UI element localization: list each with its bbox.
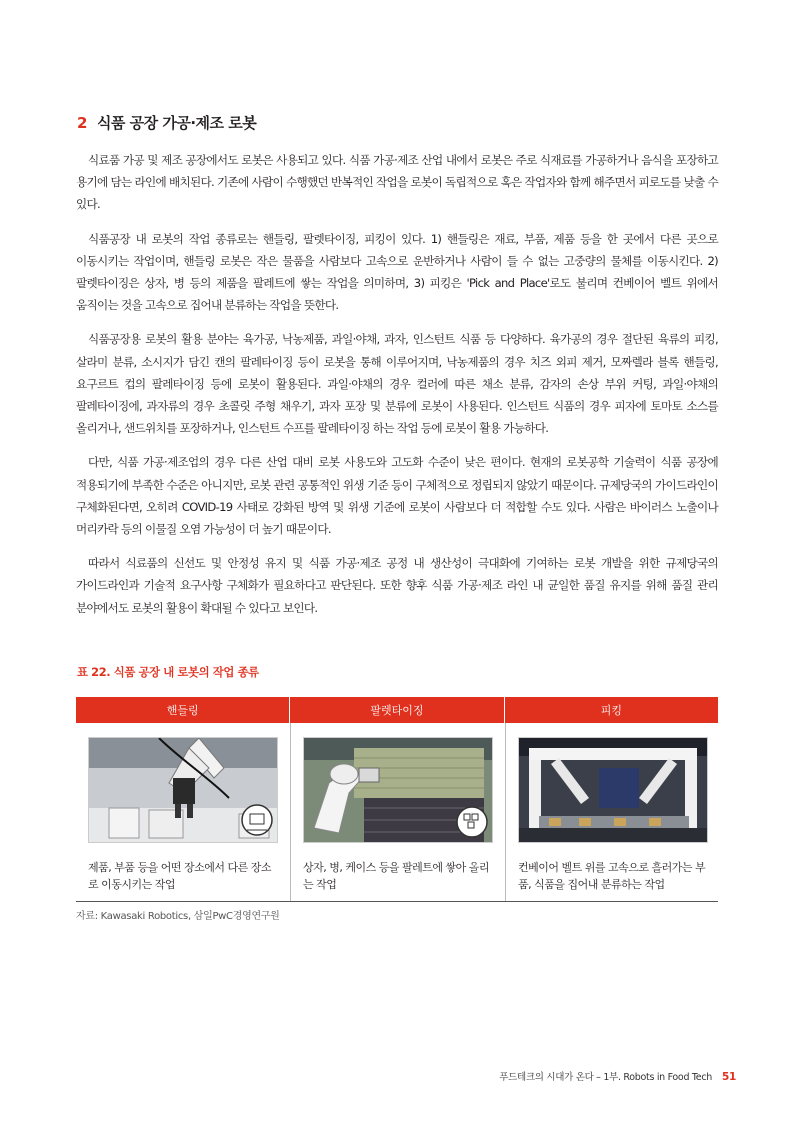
body-text [76, 149, 718, 631]
handling-robot-illustration [89, 738, 277, 842]
palletizing-description: 상자, 병, 케이스 등을 팔레트에 쌓아 올리는 작업 [303, 861, 489, 891]
picking-robot-illustration [519, 738, 707, 842]
table-header-handling: 핸들링 [76, 697, 289, 723]
robot-task-table [76, 697, 718, 902]
palletizing-robot-illustration [304, 738, 492, 842]
paragraph-3: 식품공장용 로봇의 활용 분야는 육가공, 낙농제품, 과일·야채, 과자, 인스턴트 식품 등 다양하다. 육가공의 경우 절단된 육류의 피킹, 살라미 분류, 소시지가 담긴 캔의 팔레타이징 등이 로봇을 통해 이루어지며, 낙농제품의 경우 치즈 외피 제거, 모짜렐라 블록 핸들링, 요구르트 컵의 팔레타이징 등에 로봇이 활용된다. 과일·야채의 경우 컬러에 따른 채소 분류, 감자의 손상 부위 커팅, 과일·야채의 팔레타이징에, 과자류의 경우 초콜릿 주형 채우기, 과자 포장 및 분류에 로봇이 사용된다. 인스턴트 식품의 경우 피자에 토마토 소스를 올리거나, 샌드위치를 포장하거나, 인스턴트 수프를 팔레타이징 하는 작업 등에 로봇이 활용 가능하다. [76, 332, 718, 436]
table-cell-handling [76, 723, 290, 901]
table-cell-palletizing [290, 723, 505, 901]
page-number: 51 [721, 1071, 736, 1083]
picking-robot-photo [518, 737, 708, 843]
paragraph-2: 식품공장 내 로봇의 작업 종류로는 핸들링, 팔렛타이징, 피킹이 있다. 1) 핸들링은 재료, 부품, 제품 등을 한 곳에서 다른 곳으로 이동시키는 작업이며, 핸들링 로봇은 작은 물품을 사람보다 고속으로 운반하거나 사람이 들 수 없는 고중량의 물체를 이동시킨다. 2) 팔렛타이징은 상자, 병 등의 제품을 팔레트에 쌓는 작업을 의미하며, 3) 피킹은 'Pick and Place'로도 불리며 컨베이어 벨트 위에서 움직이는 것을 고속으로 집어내 분류하는 작업을 뜻한다. [76, 231, 718, 313]
paragraph-5: 따라서 식료품의 신선도 및 안정성 유지 및 식품 가공·제조 공정 내 생산성이 극대화에 기여하는 로봇 개발을 위한 규제당국의 가이드라인과 기술적 요구사항 구체화가 필요하다고 판단된다. 또한 향후 식품 가공·제조 라인 내 균일한 품질 유지를 위해 품질 관리 분야에서도 로봇의 활용이 확대될 수 있다고 보인다. [76, 556, 718, 615]
table-body-row [76, 723, 718, 901]
table-header-row [76, 697, 718, 723]
footer-text: 푸드테크의 시대가 온다 – 1부. Robots in Food Tech [499, 1072, 712, 1083]
section-number: 2 [77, 114, 87, 132]
picking-description: 컨베이어 벨트 위를 고속으로 흘러가는 부품, 식품을 집어내 분류하는 작업 [518, 861, 706, 891]
palletizing-robot-photo [303, 737, 493, 843]
section-heading [77, 112, 256, 133]
source-note: 자료: Kawasaki Robotics, 삼일PwC경영연구원 [76, 911, 280, 922]
handling-robot-photo [88, 737, 278, 843]
handling-description: 제품, 부품 등을 어떤 장소에서 다른 장소로 이동시키는 작업 [88, 861, 271, 891]
paragraph-1: 식료품 가공 및 제조 공장에서도 로봇은 사용되고 있다. 식품 가공·제조 산업 내에서 로봇은 주로 식재료를 가공하거나 음식을 포장하고 용기에 담는 라인에 배치된다. 기존에 사람이 수행했던 반복적인 작업을 로봇이 독립적으로 혹은 작업자와 함께 해주면서 피로도를 낮출 수 있다. [76, 153, 718, 212]
table-cell-picking [505, 723, 720, 901]
table-header-palletizing: 팔렛타이징 [289, 697, 503, 723]
paragraph-4: 다만, 식품 가공·제조업의 경우 다른 산업 대비 로봇 사용도와 고도화 수준이 낮은 편이다. 현재의 로봇공학 기술력이 식품 공장에 적용되기에 부족한 수준은 아니지만, 로봇 관련 공통적인 위생 기준 등이 구체적으로 정립되지 않았기 때문이다. 규제당국의 가이드라인이 구체화된다면, 오히려 COVID-19 사태로 강화된 방역 및 위생 기준에 로봇이 사람보다 더 적합할 수도 있다. 사람은 바이러스 노출이나 머리카락 등의 이물질 오염 가능성이 더 높기 때문이다. [76, 455, 718, 537]
section-title: 식품 공장 가공·제조 로봇 [96, 114, 257, 132]
page-footer [499, 1069, 736, 1083]
table-caption: 표 22. 식품 공장 내 로봇의 작업 종류 [77, 665, 259, 679]
table-header-picking: 피킹 [504, 697, 718, 723]
